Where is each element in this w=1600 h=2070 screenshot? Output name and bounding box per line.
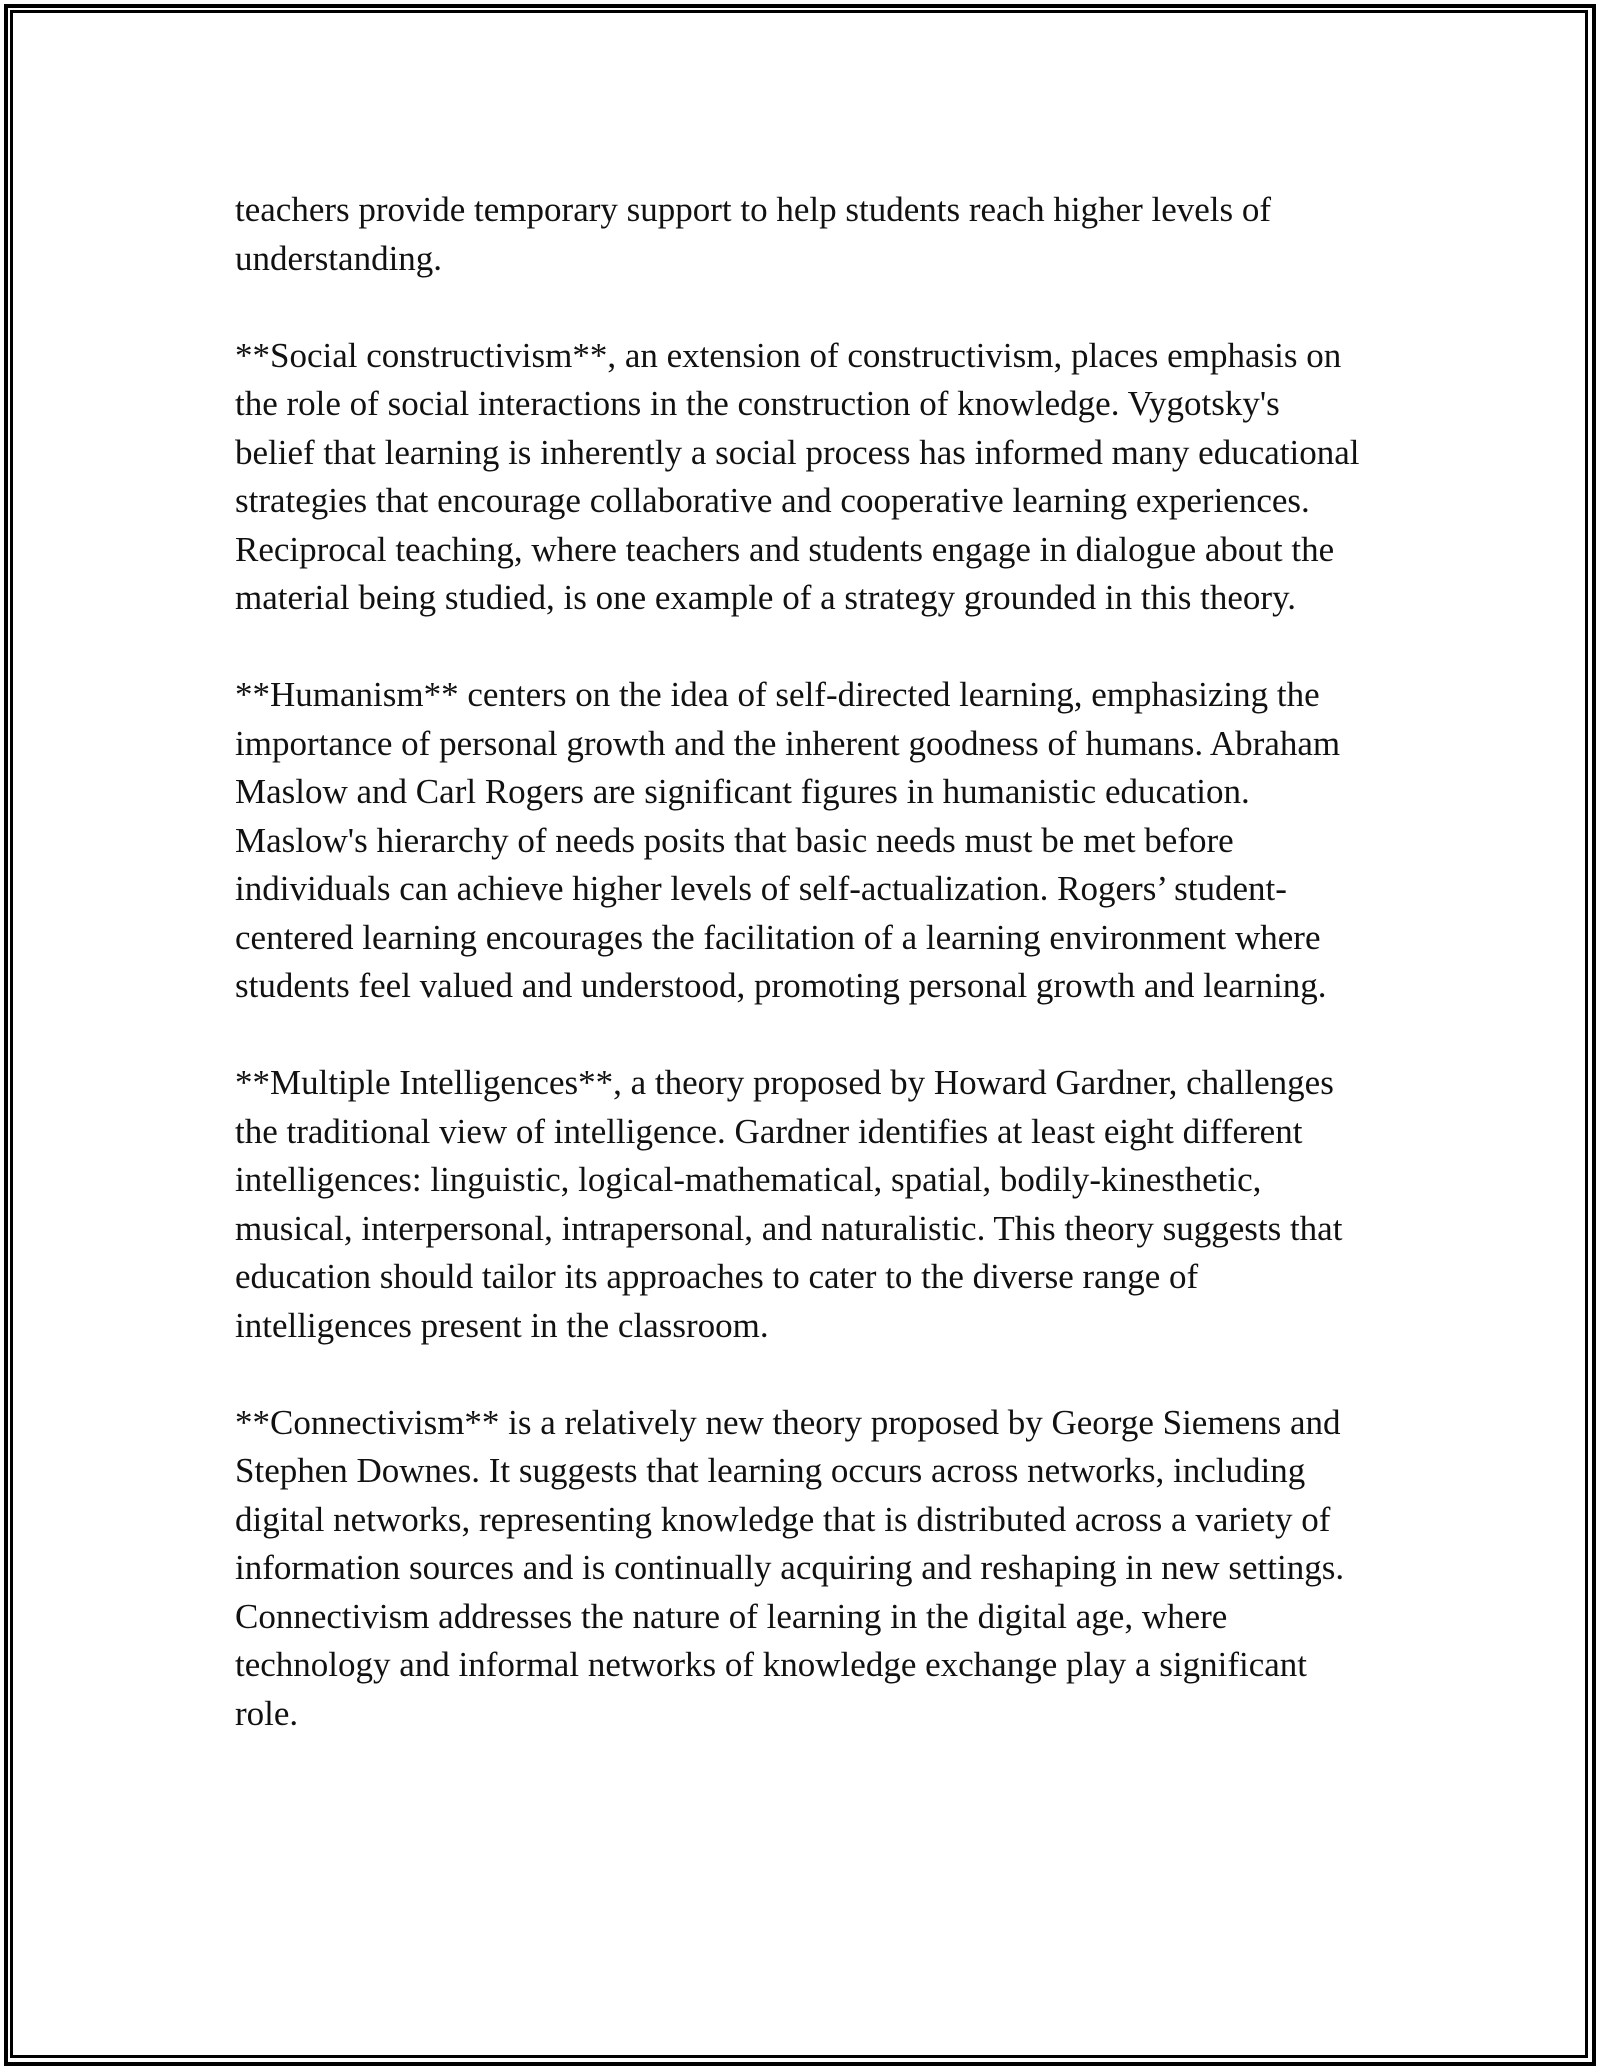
paragraph-humanism: **Humanism** centers on the idea of self-directed learning, emphasizing the importance of personal growth and the inherent goodness of humans. Abraham Maslow and Carl Rogers are significant figures in humanistic education. Maslow's hierarchy of needs posits that basic needs must be met before individuals can achieve higher levels of self-actualization. Rogers’ student-centered learning encourages the facilitation of a learning environment where students feel valued and understood, promoting personal growth and learning. [235, 675, 1341, 1005]
paragraph-connectivism: **Connectivism** is a relatively new theory proposed by George Siemens and Stephen Downes. It suggests that learning occurs across networks, including digital networks, representing knowledge that is distributed across a variety of information sources and is continually acquiring and reshaping in new settings. Connectivism addresses the nature of learning in the digital age, where technology and informal networks of knowledge exchange play a significant role. [235, 1402, 1345, 1733]
document-body [235, 186, 1365, 1787]
paragraph-scaffolding-end: teachers provide temporary support to help students reach higher levels of understanding. [235, 190, 1272, 278]
paragraph-social-constructivism: **Social constructivism**, an extension of constructivism, places emphasis on the role of social interactions in the construction of knowledge. Vygotsky's belief that learning is inherently a social process has informed many educational strategies that encourage collaborative and cooperative learning experiences. Reciprocal teaching, where teachers and students engage in dialogue about the material being studied, is one example of a strategy grounded in this theory. [235, 335, 1360, 617]
paragraph-multiple-intelligences: **Multiple Intelligences**, a theory proposed by Howard Gardner, challenges the traditional view of intelligence. Gardner identifies at least eight different intelligences: linguistic, logical-mathematical, spatial, bodily-kinesthetic, musical, interpersonal, intrapersonal, and naturalistic. This theory suggests that education should tailor its approaches to cater to the diverse range of intelligences present in the classroom. [235, 1063, 1343, 1345]
